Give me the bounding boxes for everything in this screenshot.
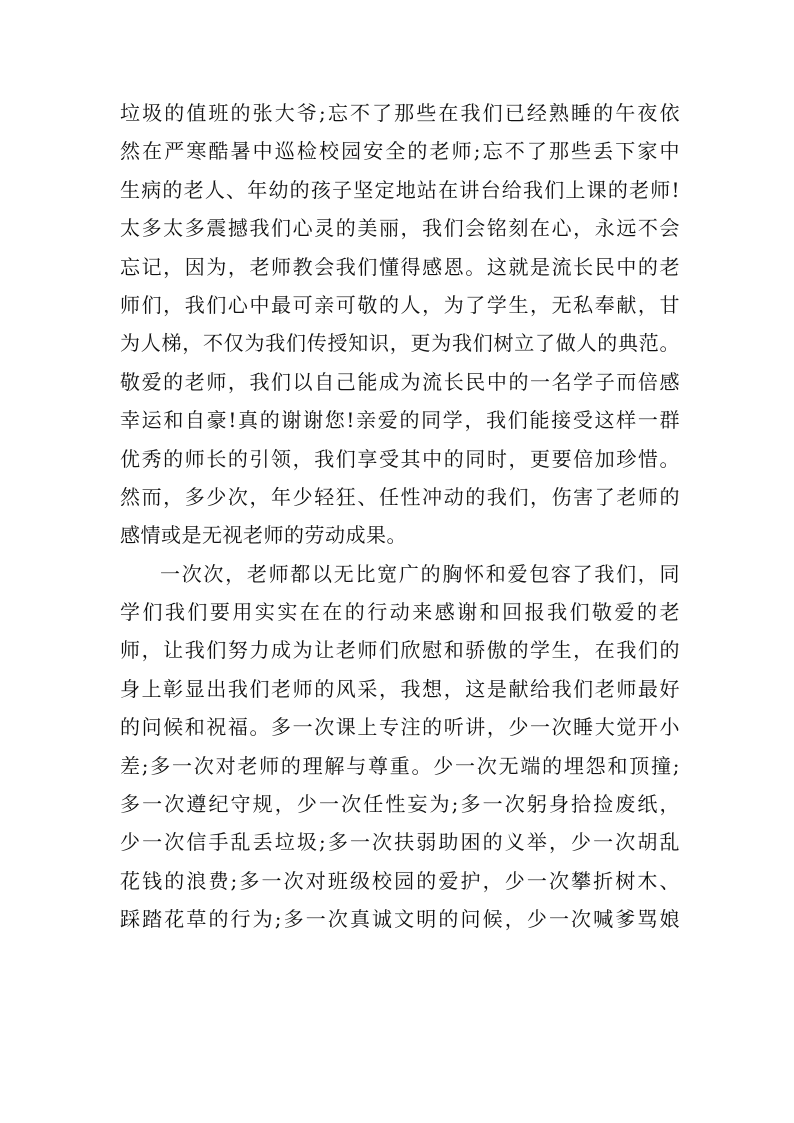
text-line: 学们我们要用实实在在的行动来感谢和回报我们敬爱的老 xyxy=(120,600,680,625)
paragraph-start-line: 一次次，老师都以无比宽广的胸怀和爱包容了我们，同 xyxy=(160,561,680,586)
text-line: 垃圾的值班的张大爷;忘不了那些在我们已经熟睡的午夜依 xyxy=(120,101,680,125)
text-line: 忘记，因为，老师教会我们懂得感恩。这就是流长民中的老 xyxy=(120,254,680,279)
text-line: 优秀的师长的引领，我们享受其中的同时，更要倍加珍惜。 xyxy=(120,446,680,471)
body-text xyxy=(120,94,680,939)
text-line: 身上彰显出我们老师的风采，我想，这是献给我们老师最好 xyxy=(120,676,680,701)
text-line: 多一次遵纪守规，少一次任性妄为;多一次躬身拾捡废纸， xyxy=(120,792,680,817)
text-line: 生病的老人、年幼的孩子坚定地站在讲台给我们上课的老师! xyxy=(120,177,680,202)
text-line: 师，让我们努力成为让老师们欣慰和骄傲的学生，在我们的 xyxy=(120,638,680,663)
text-line: 的问候和祝福。多一次课上专注的听讲，少一次睡大觉开小 xyxy=(120,715,680,740)
text-line: 师们，我们心中最可亲可敬的人，为了学生，无私奉献，甘 xyxy=(120,292,680,317)
text-line: 然而，多少次，年少轻狂、任性冲动的我们，伤害了老师的 xyxy=(120,484,680,509)
text-line: 太多太多震撼我们心灵的美丽，我们会铭刻在心，永远不会 xyxy=(120,216,680,241)
paragraph-end-line: 感情或是无视老师的劳动成果。 xyxy=(120,523,407,548)
text-line: 为人梯，不仅为我们传授知识，更为我们树立了做人的典范。 xyxy=(120,331,680,356)
text-line: 踩踏花草的行为;多一次真诚文明的问候，少一次喊爹骂娘 xyxy=(120,907,680,932)
text-line: 差;多一次对老师的理解与尊重。少一次无端的埋怨和顶撞; xyxy=(120,753,680,778)
text-line: 花钱的浪费;多一次对班级校园的爱护，少一次攀折树木、 xyxy=(120,868,680,893)
text-line: 少一次信手乱丢垃圾;多一次扶弱助困的义举，少一次胡乱 xyxy=(120,830,680,855)
text-line: 然在严寒酷暑中巡检校园安全的老师;忘不了那些丢下家中 xyxy=(120,139,680,164)
text-line: 敬爱的老师，我们以自己能成为流长民中的一名学子而倍感 xyxy=(120,369,680,394)
text-line: 幸运和自豪!真的谢谢您!亲爱的同学，我们能接受这样一群 xyxy=(120,408,680,433)
